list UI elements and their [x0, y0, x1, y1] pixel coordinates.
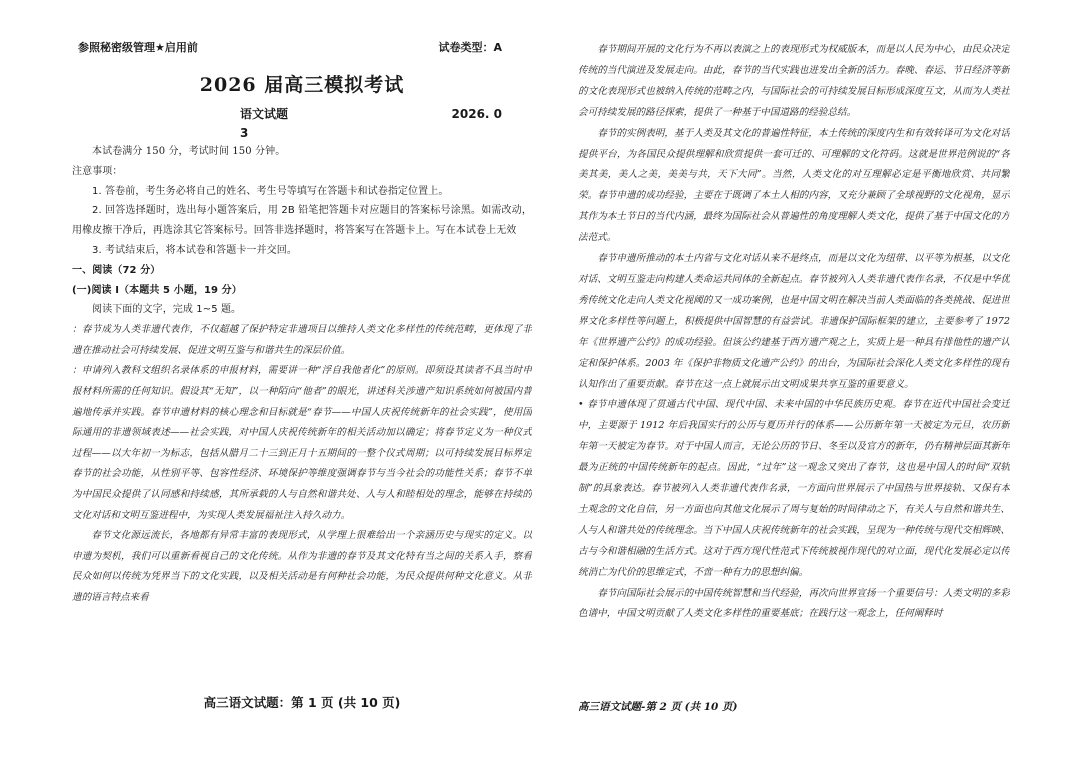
note-2: 2. 回答选择题时，选出每小题答案后，用 2B 铅笔把答题卡对应题目的答案标号涂黑。如需改动，用橡皮擦干净后，再选涂其它答案标号。回答非选择题时，将答案写在答题卡上。写在本试卷上无效	[72, 205, 532, 237]
confidentiality-mark: 参照秘密级管理★启用前	[78, 41, 198, 54]
notes-heading: 注意事项：	[72, 165, 123, 177]
page-2	[578, 40, 1010, 715]
subject-name: 语文试题	[240, 107, 289, 121]
passage-paragraph-8: 春节向国际社会展示的中国传统智慧和当代经验，再次向世界宣扬一个重要信号：人类文明的多彩色谱中，中国文明贡献了人类文化多样性的重要基底；在践行这一观念上，任何阐释时	[578, 587, 1010, 620]
passage-paragraph-6: 春节申遗所推动的本土内省与文化对话从来不是终点，而是以文化为纽带、以平等为根基，以文化对话、文明互鉴走向构建人类命运共同体的全新起点。春节被列入人类非遗代表作名录，不仅是中华优秀传统文化走向人类文化视阈的又一成功案例，也是中国文明在解决当前人类面临的各类挑战、促进世界文化多样性等问题上，积极提供中国智慧的有益尝试。非遗保护国际框架的建立，主要参考了 1972 年《世界遗产公约》的成功经验。但该公约建基于西方遗产观之上，实质上是一种具有排他性的遗产认定和保护体系。2003 年《保护非物质文化遗产公约》的出台，为国际社会深化人类文化多样性的现有认知作出了重要贡献。春节在这一点上就展示出文明成果共享互鉴的重要意义。	[578, 253, 1010, 390]
subsection-1-heading: (一)阅读 I（本题共 5 小题，19 分）	[72, 284, 242, 296]
page-1	[72, 40, 532, 712]
page-1-footer: 高三语文试题：第 1 页 (共 10 页)	[203, 695, 401, 710]
note-3: 3. 考试结束后，将本试卷和答题卡一并交回。	[92, 244, 297, 256]
exam-intro: 本试卷满分 150 分，考试时间 150 分钟。	[92, 146, 286, 157]
passage-paragraph-4: 春节期间开展的文化行为不再以表演之上的表现形式为权威版本，而是以人民为中心，由民众决定传统的当代演进及发展走向。由此，春节的当代实践也进发出全新的活力。春晚、春运、节日经济等新的文化表现形式也被纳入传统的范畴之内，与国际社会的可持续发展目标形成深度互文，从而为人类社会可持续发展的路径探索，提供了一种基于中国道路的经验总结。	[578, 44, 1010, 118]
passage-paragraph-5: 春节的实例表明，基于人类及其文化的普遍性特征，本土传统的深度内生和有效转译可为文化对话提供平台，为各国民众提供理解和欣赏提供一套可迁的、可理解的文化符码。这就是世界范例说的“各美其美，美人之美，美美与共，天下大同”。当然，人类文化的对互理解必定是平衡地欣赏、共同繁荣。春节申遗的成功经验，主要在于既调了本土人相的内容，又充分兼顾了全球视野的文化视角，显示其作为本土节日的当代内涵，最终为国际社会从普遍性的角度理解人类文化，提供了基于中国文化的方法范式。	[578, 127, 1010, 244]
passage-paragraph-1: ：春节成为人类非遗代表作，不仅超越了保护特定非遗项目以维持人类文化多样性的传统范畴，更体现了非遗在推动社会可持续发展、促进文明互鉴与和谐共生的深层价值。	[72, 324, 532, 356]
exam-date-wrap: 3	[240, 126, 249, 140]
subject-row	[72, 104, 532, 124]
reading-instruction: 阅读下面的文字，完成 1~5 题。	[92, 304, 242, 316]
passage-paragraph-7: • 春节申遗体现了贯通古代中国、现代中国、未来中国的中华民族历史观。春节在近代中国社会变迁中，主要源于 1912 年后我国实行的公历与夏历并行的体系——公历新年第一天被定为元旦，农历新年第一天被定为春节。对于中国人而言，无论公历的节日、冬至以及官方的新年，仍有精神层面其新年最为正统的中国传统新年的起点。因此，“过年”这一观念又突出了春节，这也是中国人的时间“双轨制”的具象表达。春节被列入人类非遗代表作名录，一方面向世界展示了中国热与世界接轨、又保有本土观念的文化自信，另一方面也向其他文化展示了周与复始的时间律动之下，有关人与自然和谐共生、人与人和谐共处的传统理念。当下中国人庆祝传统新年的社会实践，呈现为一种传统与现代交相辉映、古与今和谐相融的生活方式。这对于西方现代性范式下传统被视作现代的对立面，现代化发展必定以传统消亡为代价的思维定式，不啻一种有力的思想纠偏。	[578, 399, 1010, 578]
section-1-heading: 一、阅读（72 分）	[72, 264, 161, 276]
page-2-footer: 高三语文试题-第 2 页 (共 10 页)	[578, 701, 738, 713]
exam-date: 2026. 0	[451, 107, 502, 121]
exam-title: 2026 届高三模拟考试	[199, 74, 405, 96]
note-1: 1. 答卷前，考生务必将自己的姓名、考生号等填写在答题卡和试卷指定位置上。	[92, 185, 449, 197]
paper-type: 试卷类型：A	[438, 41, 502, 54]
passage-paragraph-2: ：申请列入教科文组织名录体系的申报材料，需要讲一种“浮自我他者化”的原则。即须设其读者不具当时申报材料所需的任何知识。假设其“无知”，以一种陌向“他者”的眼光，讲述科关涉遗产知识系统如何被国内普遍地传承并实践。春节申遗材料的核心理念和目标就是“春节——中国人庆祝传统新年的社会实践”，使用国际通用的非遗领域表述——社会实践，对中国人庆祝传统新年的相关活动加以确定；将春节定义为一种仪式过程——以大年初一为标志，包括从腊月二十三到正月十五期间的一整个仪式周期；以可持续发展目标界定春节的社会功能，从性别平等、包容性经济、环境保护等维度强调春节与当今社会的功能性关系；春节不单为中国民众提供了认同感和持续感，其所承载的人与自然和谐共处、人与人和睦相处的理念，能够在持续的文化对话和文明互鉴进程中，为实现人类发展福祉注入持久动力。	[72, 365, 532, 521]
page-1-content	[72, 40, 532, 690]
page-2-content	[578, 40, 1010, 695]
passage-paragraph-3: 春节文化源远流长，各地都有异常丰富的表现形式，从学理上很难给出一个亲涵历史与现实的定义。以申遗为契机，我们可以重新看视自己的文化传统。从作为非遗的春节及其文化特有当之间的关系入手，察看民众如何以传统为凭界当下的文化实践，以及相关活动是有何种社会功能，为民众提供何种文化意义。从非遗的语言特点来看	[72, 530, 532, 603]
page-1-header	[72, 40, 532, 56]
